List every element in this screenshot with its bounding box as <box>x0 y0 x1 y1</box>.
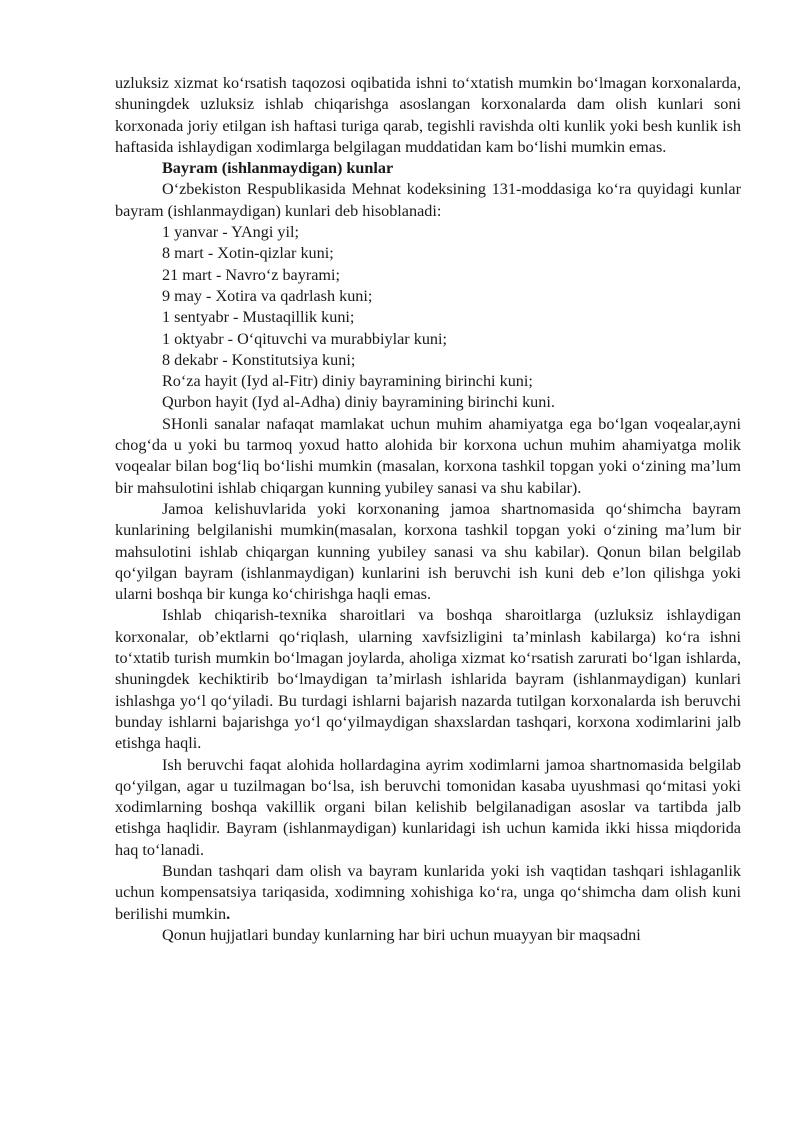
holiday-item: 21 mart - Navroʻz bayrami; <box>162 265 340 284</box>
lead-paragraph: Oʻzbekiston Respublikasida Mehnat kodeksining 131-moddasiga koʻra quyidagi kunlar bayram (ishlanmaydigan) kunlari deb hisoblanadi: <box>115 180 741 220</box>
holiday-item: Qurbon hayit (Iyd al-Adha) diniy bayramining birinchi kuni. <box>162 393 555 412</box>
holiday-item: 1 yanvar - YAngi yil; <box>162 223 299 242</box>
anniversaries-paragraph: SHonli sanalar nafaqat mamlakat uchun muhim ahamiyatga ega boʻlgan voqealar,ayni chogʻda u yoki bu tarmoq yoxud hatto alohida bir korxona uchun muhim ahamiyatga molik voqealar bilan bogʻliq boʻlishi mumkin (masalan, korxona tashkil topgan yoki oʻzining maʼlum bir mahsulotini ishlab chiqargan kunning yubiley sanasi va shu kabilar). <box>115 414 741 497</box>
compensation-paragraph <box>115 861 741 925</box>
holiday-item: 9 may - Xotira va qadrlash kuni; <box>162 286 373 305</box>
holiday-item: 1 sentyabr - Mustaqillik kuni; <box>162 308 355 327</box>
section-heading: Bayram (ishlanmaydigan) kunlar <box>162 159 394 178</box>
holiday-item: 8 dekabr - Konstitutsiya kuni; <box>162 350 356 369</box>
intro-paragraph: uzluksiz xizmat koʻrsatish taqozosi oqibatida ishni toʻxtatish mumkin boʻlmagan korxonalarda, shuningdek uzluksiz ishlab chiqarishga asoslangan korxonalarda dam olish kunlari soni korxonada joriy etilgan ish haftasi turiga qarab, tegishli ravishda olti kunlik yoki besh kunlik ish haftasida ishlaydigan xodimlarga belgilagan muddatidan kam boʻlishi mumkin emas. <box>115 74 741 156</box>
holiday-item: Roʻza hayit (Iyd al-Fitr) diniy bayramining birinchi kuni; <box>162 372 533 391</box>
holiday-list <box>115 222 741 414</box>
document-page <box>115 73 741 946</box>
holiday-item: 8 mart - Xotin-qizlar kuni; <box>162 244 334 263</box>
final-paragraph: Qonun hujjatlari bunday kunlarning har biri uchun muayyan bir maqsadni <box>162 925 641 944</box>
employer-paragraph: Ish beruvchi faqat alohida hollardagina ayrim xodimlarni jamoa shartnomasida belgilab qoʻyilgan, agar u tuzilmagan boʻlsa, ish beruvchi tomonidan kasaba uyushmasi qoʻmitasi yoki xodimlarning boshqa vakillik organi bilan kelishib belgilanadigan asoslar va tartibda jalb etishga haqlidir. Bayram (ishlanmaydigan) kunlaridagi ish uchun kamida ikki hissa miqdorida haq toʻlanadi. <box>115 755 741 859</box>
holiday-item: 1 oktyabr - Oʻqituvchi va murabbiylar kuni; <box>162 329 448 348</box>
compensation-text: Bundan tashqari dam olish va bayram kunlarida yoki ish vaqtidan tashqari ishlaganlik uchun kompensatsiya tariqasida, xodimning xohishiga koʻra, unga qoʻshimcha dam olish kuni berilishi mumkin <box>115 861 741 923</box>
compensation-period: . <box>226 904 231 923</box>
production-conditions-paragraph: Ishlab chiqarish-texnika sharoitlari va boshqa sharoitlarga (uzluksiz ishlaydigan korxonalar, obʼektlarni qoʻriqlash, ularning xavfsizligini taʼminlash kabilarga) koʻra ishni toʻxtatib turish mumkin boʻlmagan joylarda, aholiga xizmat koʻrsatish zarurati boʻlgan ishlarda, shuningdek kechiktirib boʻlmaydigan taʼmirlash ishlarida bayram (ishlanmaydigan) kunlari ishlashga yoʻl qoʻyiladi. Bu turdagi ishlarni bajarish nazarda tutilgan korxonalarda ish beruvchi bunday ishlarni bajarishga yoʻl qoʻyilmaydigan shaxslardan tashqari, korxona xodimlarini jalb etishga haqli. <box>115 606 741 753</box>
collective-agreement-paragraph: Jamoa kelishuvlarida yoki korxonaning jamoa shartnomasida qoʻshimcha bayram kunlarining belgilanishi mumkin(masalan, korxona tashkil topgan yoki oʻzining maʼlum bir mahsulotini ishlab chiqargan kunning yubiley sanasi va shu kabilar). Qonun bilan belgilab qoʻyilgan bayram (ishlanmaydigan) kunlarini ish beruvchi ish kuni deb eʼlon qilishga yoki ularni boshqa bir kunga koʻchirishga haqli emas. <box>115 499 741 604</box>
